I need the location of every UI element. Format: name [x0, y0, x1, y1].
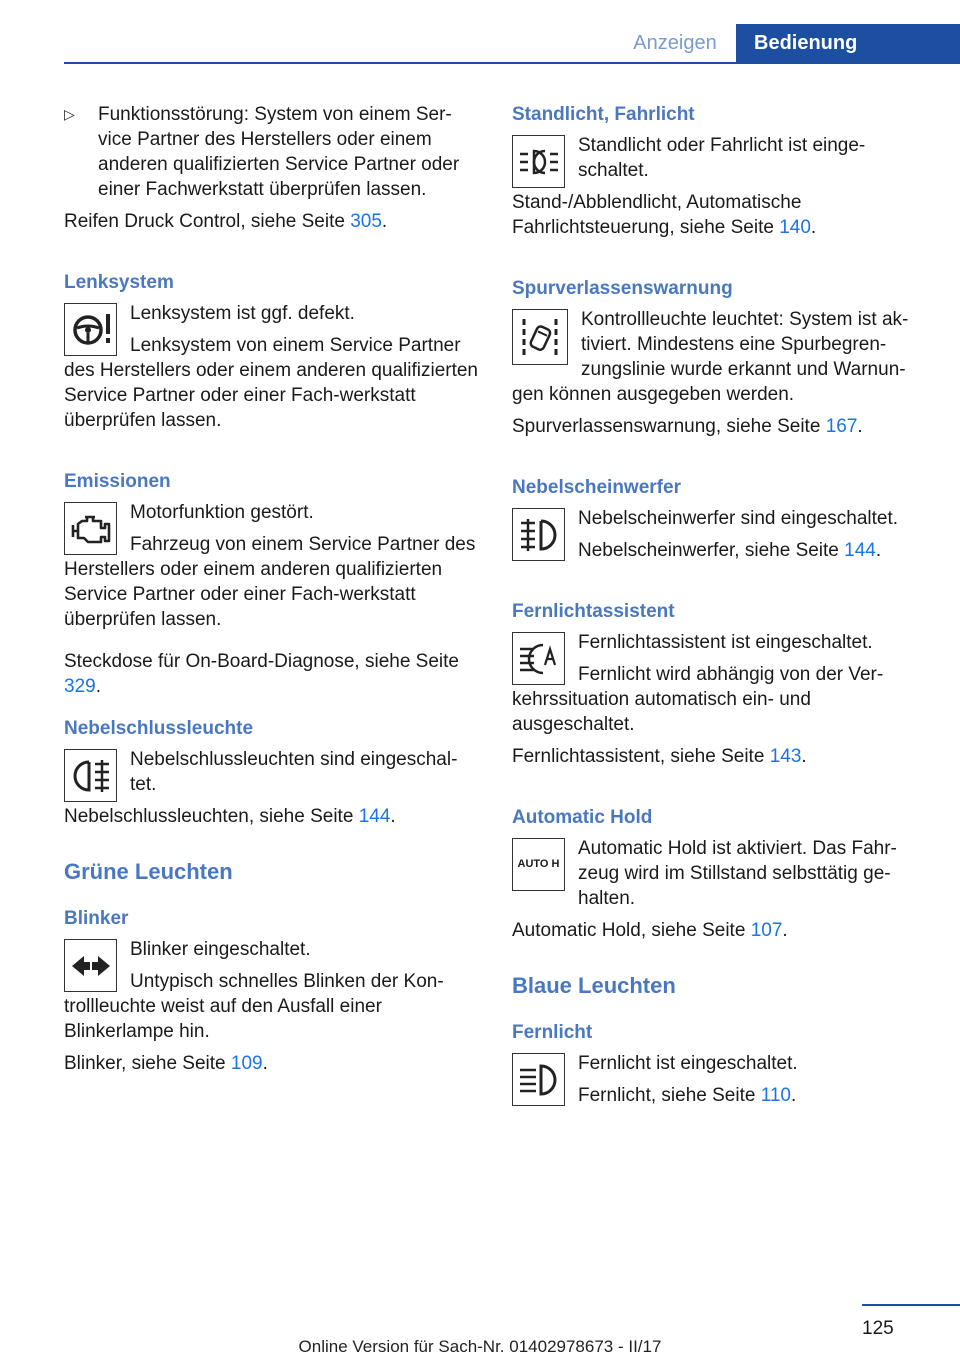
page-link[interactable]: 110 — [760, 1085, 791, 1106]
footer-rule — [862, 1304, 960, 1306]
section-heading: Grüne Leuchten — [64, 859, 233, 884]
triangle-bullet-icon: ▷ — [64, 106, 75, 122]
paragraph: Fernlicht ist eingeschaltet. — [578, 1053, 798, 1074]
lane-departure-icon — [512, 309, 568, 365]
left-column — [64, 102, 479, 1083]
section-title: Standlicht, Fahrlicht — [512, 104, 695, 125]
engine-icon — [64, 502, 117, 555]
section-title: Nebelschlussleuchte — [64, 718, 254, 739]
blinker-block — [64, 931, 479, 1044]
paragraph: Blinker eingeschaltet. — [130, 939, 311, 960]
emissionen-block — [64, 494, 479, 632]
section-title: Lenksystem — [64, 272, 174, 293]
nsl-reference: Nebelschlussleuchten, siehe Seite 144. — [64, 806, 396, 827]
paragraph: Standlicht oder Fahrlicht ist einge-schaltet. — [578, 135, 866, 181]
fla-reference: Fernlichtassistent, siehe Seite 143. — [512, 746, 807, 767]
obd-reference: Steckdose für On-Board-Diagnose, siehe Seite 329. — [64, 651, 459, 697]
paragraph: Fahrzeug von einem Service Partner des Herstellers oder einem anderen qualifizierten Service Partner oder einer Fach-werkstatt überprüfen lassen. — [64, 534, 476, 630]
page-link[interactable]: 143 — [769, 746, 802, 767]
stand-reference: Stand-/Abblendlicht, Automatische Fahrlichtsteuerung, siehe Seite 140. — [512, 192, 817, 238]
nsw-reference: Nebelscheinwerfer, siehe Seite 144. — [578, 540, 882, 561]
fl-reference: Fernlicht, siehe Seite 110. — [578, 1085, 797, 1106]
online-version-note: Online Version für Sach-Nr. 01402978673 - II/17 — [298, 1337, 662, 1356]
right-column — [512, 102, 932, 1115]
bullet-text: Funktionsstörung: System von einem Ser-vice Partner des Herstellers oder einem anderen qualifizierten Service Partner oder einer Fachwerkstatt überprüfen lassen. — [98, 104, 460, 200]
rear-fog-light-icon — [64, 749, 117, 802]
page-link[interactable]: 144 — [844, 540, 876, 561]
list-item — [64, 102, 479, 202]
page-link[interactable]: 109 — [230, 1053, 263, 1074]
tab-bedienung[interactable]: Bedienung — [736, 24, 960, 62]
page-link[interactable]: 107 — [750, 920, 783, 941]
section-title: Emissionen — [64, 471, 171, 492]
nebelschlussleuchte-block — [64, 741, 479, 829]
spur-block — [512, 301, 932, 407]
turn-signal-icon — [64, 939, 117, 992]
paragraph: Fernlichtassistent ist eingeschaltet. — [578, 632, 873, 653]
paragraph: Untypisch schnelles Blinken der Kon-trollleuchte weist auf den Ausfall einer Blinkerlampe hin. — [64, 971, 444, 1042]
blinker-reference: Blinker, siehe Seite 109. — [64, 1053, 268, 1074]
fernlichtassistent-block — [512, 624, 932, 737]
front-fog-light-icon — [512, 508, 565, 561]
paragraph: Nebelschlussleuchten sind eingeschal-tet. — [130, 749, 458, 795]
tab-anzeigen[interactable]: Anzeigen — [633, 32, 717, 54]
ah-reference: Automatic Hold, siehe Seite 107. — [512, 920, 788, 941]
page-number: 125 — [862, 1318, 894, 1339]
section-title: Spurverlassenswarnung — [512, 278, 733, 299]
paragraph: Nebelscheinwerfer sind eingeschaltet. — [578, 508, 899, 529]
section-title: Fernlicht — [512, 1022, 593, 1043]
section-title: Fernlichtassistent — [512, 601, 675, 622]
rdc-reference: Reifen Druck Control, siehe Seite 305. — [64, 211, 388, 232]
header-rule — [64, 62, 960, 64]
page-link[interactable]: 329 — [64, 676, 96, 697]
paragraph: Motorfunktion gestört. — [130, 502, 314, 523]
paragraph: Automatic Hold ist aktiviert. Das Fahr-zeug wird im Stillstand selbsttätig ge-halten. — [578, 838, 897, 909]
high-beam-assistant-icon — [512, 632, 565, 685]
nebelscheinwerfer-block — [512, 500, 932, 563]
page-link[interactable]: 305 — [350, 211, 382, 232]
page-link[interactable]: 167 — [825, 416, 858, 437]
lenksystem-block — [64, 295, 479, 433]
steering-warning-icon — [64, 303, 117, 356]
high-beam-icon — [512, 1053, 565, 1106]
page-link[interactable]: 140 — [779, 217, 811, 238]
section-title: Nebelscheinwerfer — [512, 477, 681, 498]
paragraph: Fernlicht wird abhängig von der Ver-kehrssituation automatisch ein- und ausgeschaltet. — [512, 664, 884, 735]
standlicht-block — [512, 127, 932, 240]
automatic-hold-block — [512, 830, 932, 911]
section-heading: Blaue Leuchten — [512, 973, 676, 998]
paragraph: Lenksystem ist ggf. defekt. — [130, 303, 355, 324]
section-title: Blinker — [64, 908, 129, 929]
fernlicht-block — [512, 1045, 932, 1108]
paragraph: Lenksystem von einem Service Partner des Herstellers oder einem anderen qualifizierten Service Partner oder einer Fach-werkstatt überprüfen lassen. — [64, 335, 479, 431]
section-title: Automatic Hold — [512, 807, 653, 828]
page-link[interactable]: 144 — [358, 806, 391, 827]
spur-reference: Spurverlassenswarnung, siehe Seite 167. — [512, 416, 863, 437]
auto-hold-icon: AUTO H — [512, 838, 565, 891]
paragraph: Kontrollleuchte leuchtet: System ist ak-tiviert. Mindestens eine Spurbegren-zungslinie wurde erkannt und Warnun-gen können ausgegeben werden. — [512, 309, 909, 405]
parking-light-icon — [512, 135, 565, 188]
